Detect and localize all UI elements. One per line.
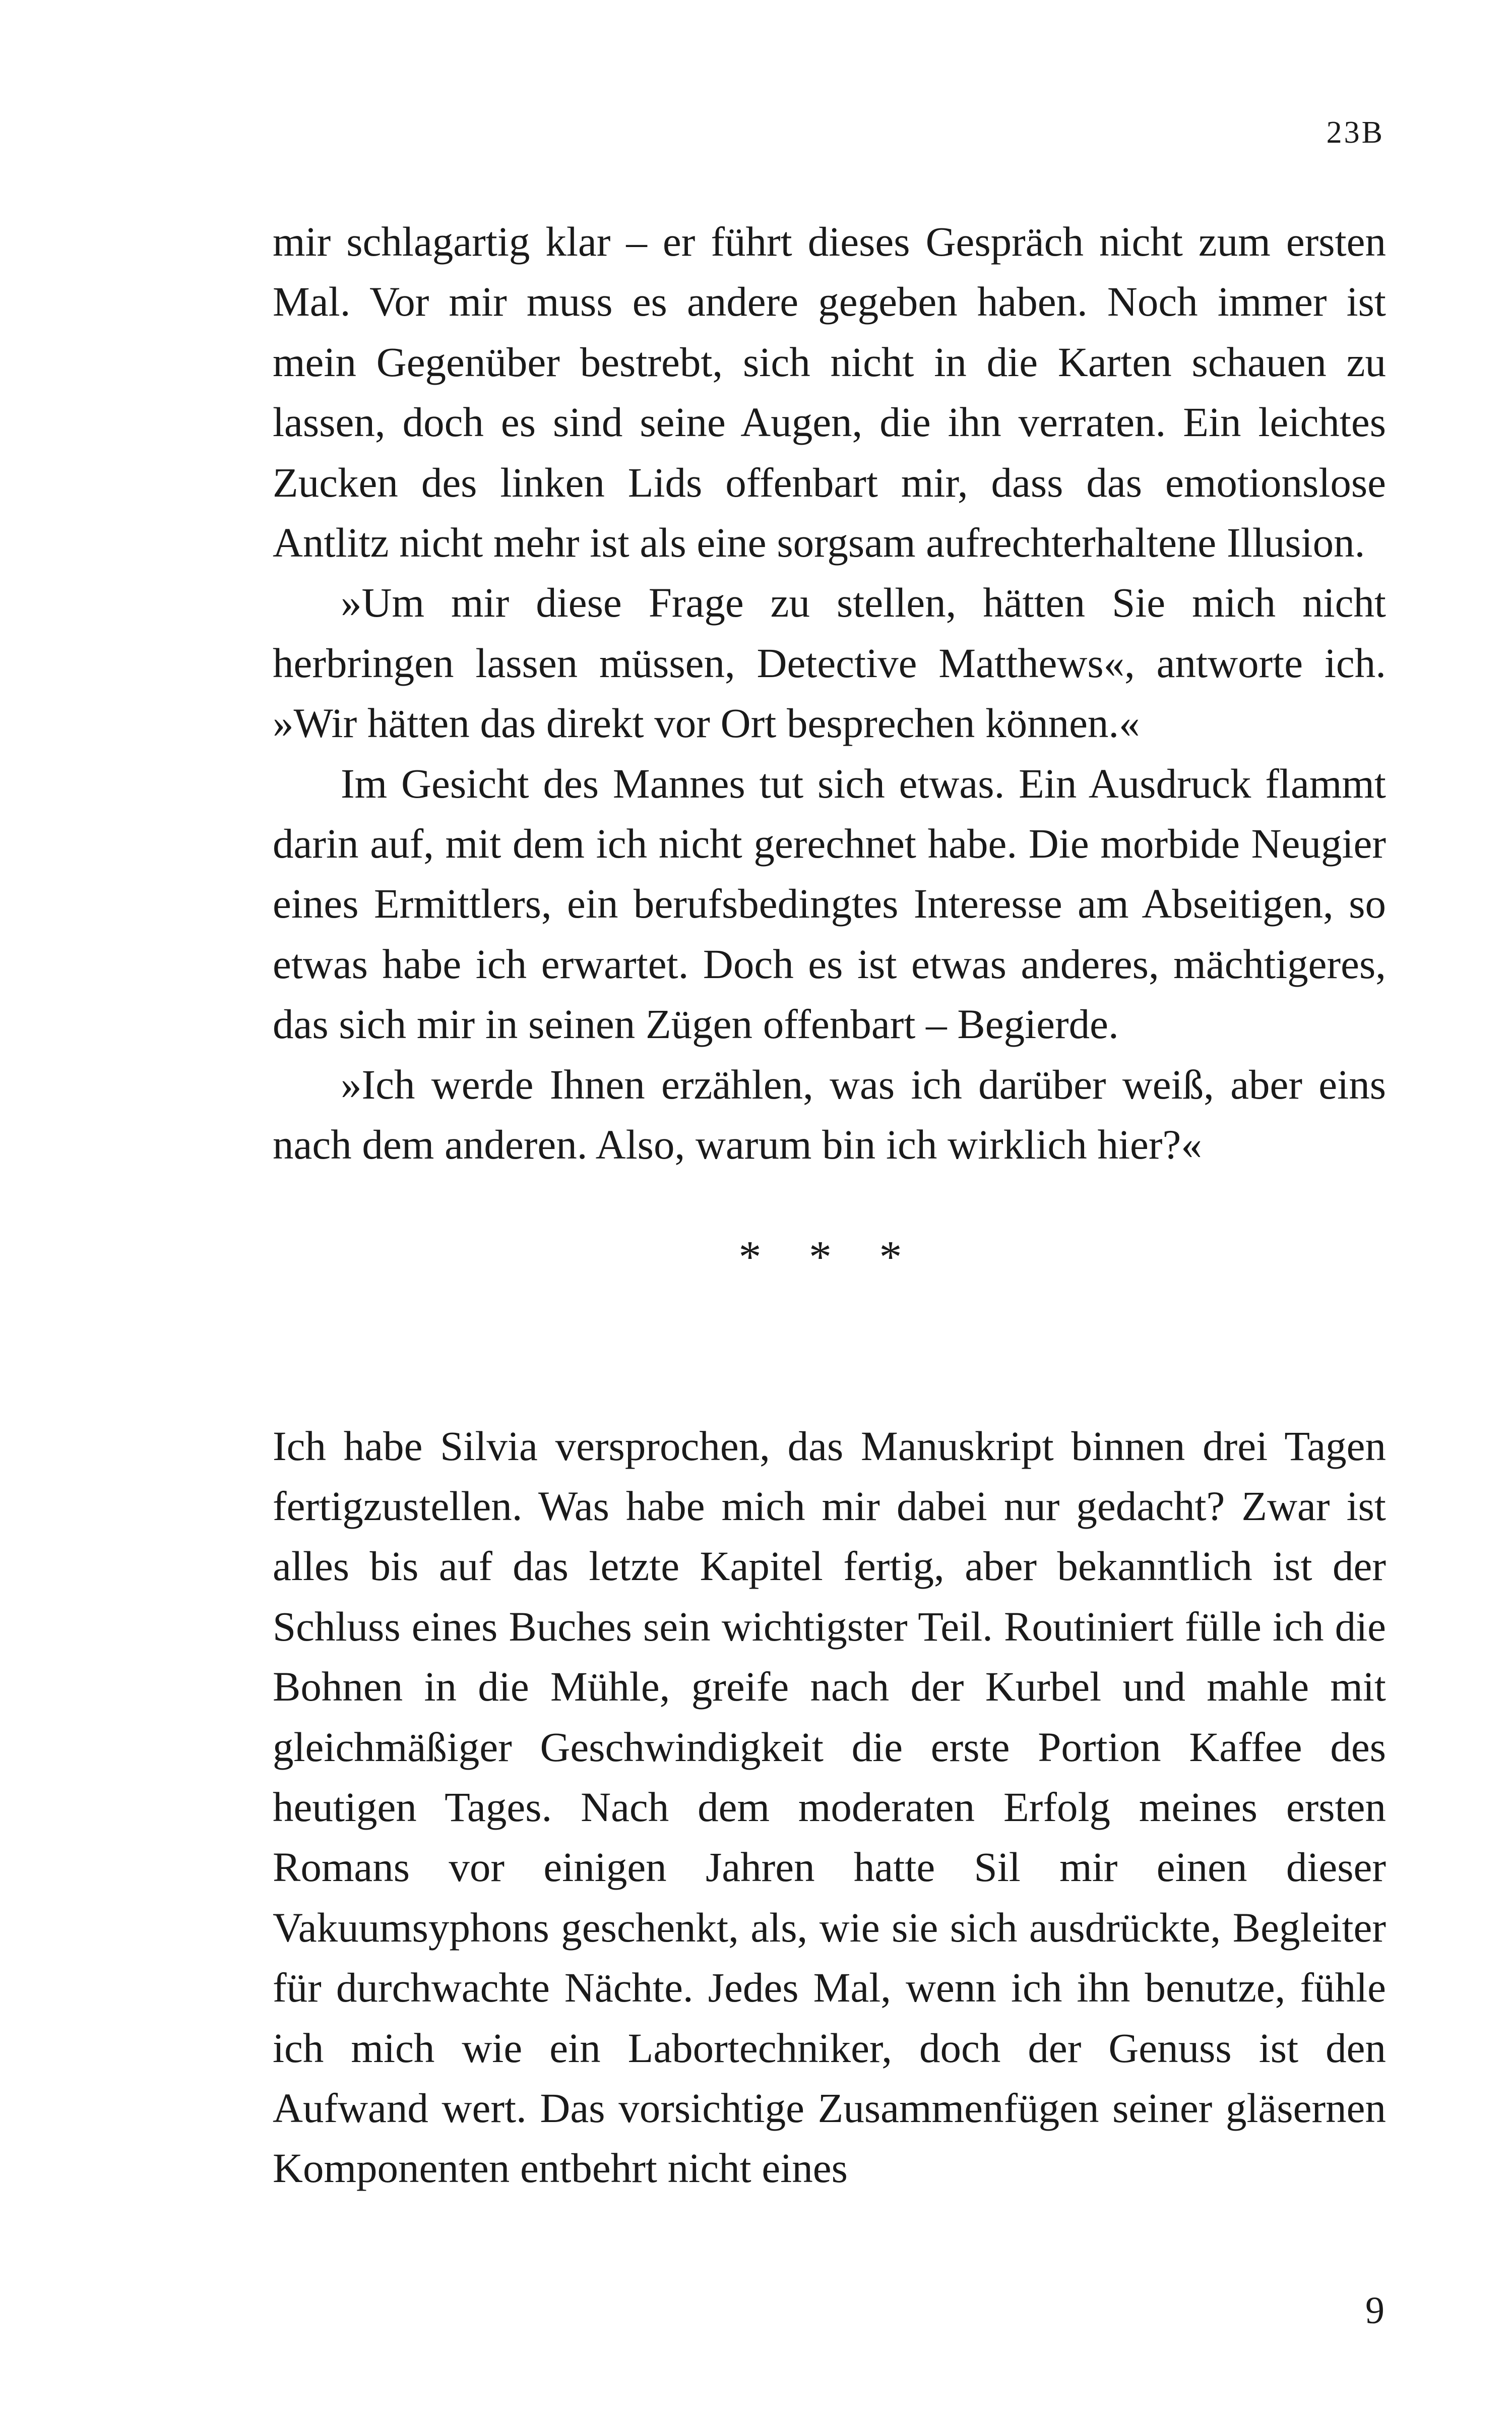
page-number: 9 xyxy=(1365,2289,1384,2332)
body-text xyxy=(273,212,1386,2199)
paragraph: »Um mir diese Frage zu stellen, hätten Sie mich nicht herbringen lassen müssen, Detective Matthews«, antworte ich. »Wir hätten das direkt vor Ort besprechen können.« xyxy=(273,579,1386,747)
running-head: 23B xyxy=(1326,115,1384,150)
section-break-stars: * * * xyxy=(738,1232,920,1282)
paragraph: Im Gesicht des Mannes tut sich etwas. Ein Ausdruck flammt darin auf, mit dem ich nicht gerechnet habe. Die morbide Neugier eines Ermittlers, ein berufsbedingtes Interesse am Abseitigen, so etwas habe ich erwartet. Doch es ist etwas anderes, mächtigeres, das sich mir in seinen Zügen offenbart – Begierde. xyxy=(273,760,1386,1048)
section-break xyxy=(273,1175,1386,1416)
paragraph: mir schlagartig klar – er führt dieses Gespräch nicht zum ersten Mal. Vor mir muss es andere gegeben haben. Noch immer ist mein Gegenüber bestrebt, sich nicht in die Karten schauen zu lassen, doch es sind seine Augen, die ihn verraten. Ein leichtes Zucken des linken Lids offenbart mir, dass das emotionslose Antlitz nicht mehr ist als eine sorgsam aufrechterhaltene Illusion. xyxy=(273,218,1386,566)
paragraph: »Ich werde Ihnen erzählen, was ich darüber weiß, aber eins nach dem anderen. Also, warum bin ich wirklich hier?« xyxy=(273,1061,1386,1168)
paragraph: Ich habe Silvia versprochen, das Manuskript binnen drei Tagen fertigzustellen. Was habe mich mir dabei nur gedacht? Zwar ist alles bis auf das letzte Kapitel fertig, aber bekanntlich ist der Schluss eines Buches sein wichtigster Teil. Routiniert fülle ich die Bohnen in die Mühle, greife nach der Kurbel und mahle mit gleichmäßiger Geschwindigkeit die erste Portion Kaffee des heutigen Tages. Nach dem moderaten Erfolg meines ersten Romans vor einigen Jahren hatte Sil mir einen dieser Vakuumsyphons geschenkt, als, wie sie sich ausdrückte, Begleiter für durchwachte Nächte. Jedes Mal, wenn ich ihn benutze, fühle ich mich wie ein Labortechniker, doch der Genuss ist den Aufwand wert. Das vorsichtige Zusammenfügen seiner gläsernen Komponenten entbehrt nicht eines xyxy=(273,1422,1386,2192)
